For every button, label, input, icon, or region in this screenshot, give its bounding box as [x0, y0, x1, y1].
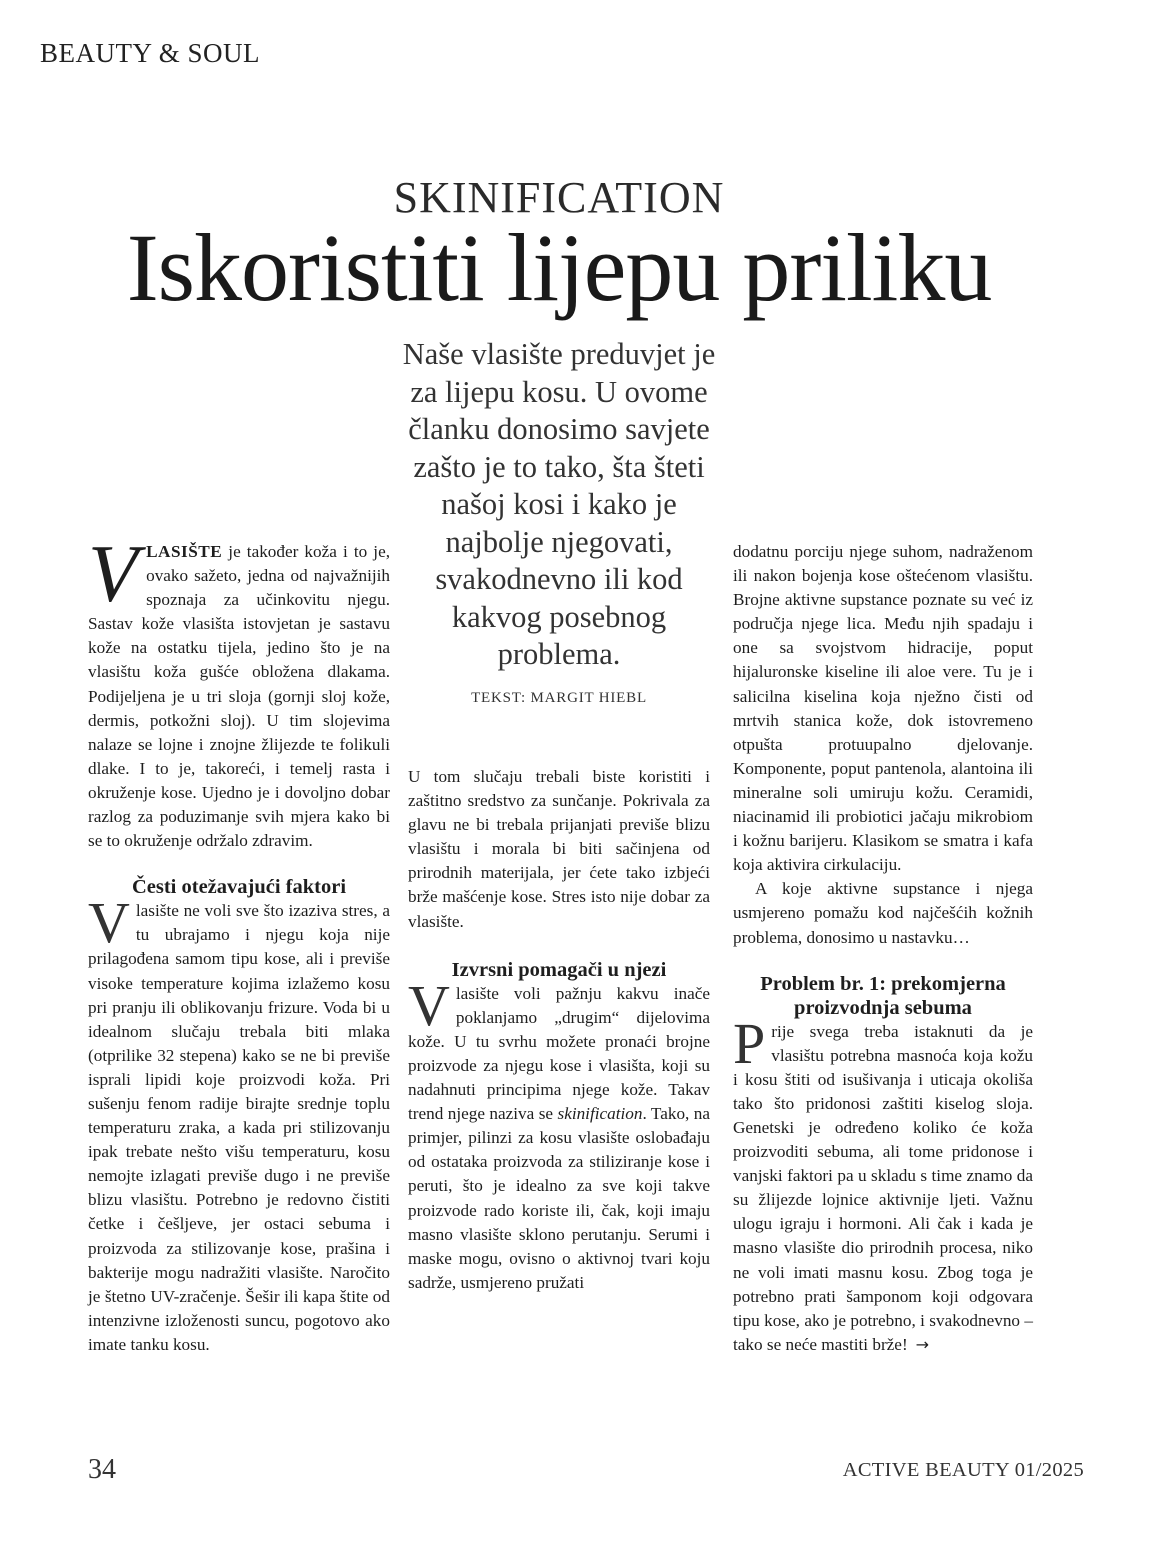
intro-paragraph	[88, 528, 390, 853]
subhead-factors: Česti otežavajući faktori	[131, 876, 347, 899]
article-byline: TEKST: MARGIT HIEBL	[471, 690, 647, 706]
care-paragraph: dodatnu porciju njege suhom, nadraženom ili nakon bojenja kose oštećenom vlasištu. Brojne aktivne supstance poznate su već iz područja njege lica. Među njih spadaju i one sa svojstvom hidracije, poput hijaluronske kiseline ili aloe vere. Tu je i salicilna kiselina koja nježno čisti od mrtvih stanica kože, dok istovremeno otpušta protuupalno djelovanje. Komponente, poput pantenola, alantoina ili mineralne soli umiruju kožu. Ceramidi, niacinamid ili probiotici jačaju mikrobiom i kožnu barijeru. Klasikom se smatra i kafa koja aktivira cirkulaciju.	[733, 542, 1033, 875]
sebum-paragraph	[733, 1010, 1033, 1357]
subhead-helpers: Izvrsni pomagači u njezi	[451, 958, 667, 981]
subhead-problem-1	[733, 972, 1033, 1020]
sun-paragraph: U tom slučaju trebali biste koristiti i zaštitno sredstvo za sunčanje. Pokrivala za glavu ne bi trebala prijanjati previše blizu vlasištu i morala bi biti sačinjena od prirodnih materijala, jer ćete tako izbjeći brže mašćenje kose. Stres isto nije dobar za vlasište.	[408, 767, 710, 931]
factors-paragraph	[88, 890, 390, 1357]
article-title: Iskoristiti lijepu priliku	[126, 214, 992, 321]
skinification-term: skinification	[557, 1104, 643, 1124]
helpers-paragraph	[408, 972, 710, 1295]
sebum-text: rije svega treba istaknuti da je vlasištu potrebna masnoća koja kožu i kosu štiti od isušivanja i uticaja okoliša tako što pridonosi zaštiti kiselog sloja. Genetski je određeno koliko će koža proizvoditi sebuma, ali tome pridonose i vanjski faktori pa u skladu s time znamo da su žlijezde lojnice aktivnije ljeti. Važnu ulogu igraju i hormoni. Ali čak i kada je masno vlasište dio prirodnih procesa, niko ne voli imati masnu kosu. Zbog toga je potrebno prati šamponom koji odgovara tipu kose, ako je potrebno, i svakodnevno – tako se neće mastiti brže!	[733, 1021, 1033, 1354]
helpers-text-a: lasište voli pažnju kakvu inače poklanjamo „drugim“ dijelovima kože. U tu svrhu možete pronaći brojne proizvode za njegu kose i vlasišta, koji su nadahnuti principima njege kože. Takav trend njege naziva se	[408, 983, 710, 1124]
drop-cap: V	[408, 972, 450, 1038]
intro-text: je također koža i to je, ovako sažeto, jedna od najvažnijih spoznaja za učinkovitu njegu. Sastav kože vlasišta istovjetan je sastavu kože na ostatku tijela, jedino što je na vlasištu koža gušće obložena dlakama. Podijeljena je u tri sloja (gornji sloj kože, dermis, potkožni sloj). U tim slojevima nalaze se lojne i znojne žlijezde te folikuli dlake. I to je, takoreći, i temelj rasta i okruženje kose. Ujedno je i dovoljno dobar razlog za poduzimanje svih mjera kako bi se to okruženje održalo zdravim.	[88, 542, 390, 851]
section-label: BEAUTY & SOUL	[40, 38, 260, 68]
article-kicker: SKINIFICATION	[393, 173, 725, 222]
subhead-line-1: Problem br. 1: prekomjerna	[760, 972, 1006, 995]
page-number: 34	[88, 1454, 116, 1485]
subhead-line-2: proizvodnja sebuma	[794, 996, 972, 1019]
helpers-text-b: . Tako, na primjer, pilinzi za kosu vlasište oslobađaju od ostataka proizvoda za stiliziranje kose i peruti, što je idealno za sve koji takve proizvode rado koriste ili, čak, koji imaju masno vlasište sklono perutanju. Serumi i maske mogu, ovisno o aktivnoj tvari koju sadrže, usmjereno pružati	[408, 1104, 710, 1292]
column-3	[733, 540, 1033, 1357]
drop-cap: V	[88, 528, 139, 619]
drop-cap: P	[733, 1010, 766, 1076]
magazine-issue: ACTIVE BEAUTY 01/2025	[842, 1459, 1084, 1481]
article-lead: Naše vlasište preduvjet je za lijepu kosu. U ovome članku donosimo savjete zašto je to tako, šta šteti našoj kosi i kako je najbolje njegovati, svakodnevno ili kod kakvog posebnog problema.	[402, 337, 716, 671]
column-2	[408, 765, 710, 1295]
drop-cap: V	[88, 890, 130, 956]
intro-lead-word: LASIŠTE	[146, 542, 223, 561]
column-1	[88, 528, 390, 1357]
intro-problems-paragraph: A koje aktivne supstance i njega usmjereno pomažu kod najčešćih kožnih problema, donosimo u nastavku…	[733, 879, 1033, 947]
arrow-right-icon: →	[915, 1334, 930, 1354]
factors-text: lasište ne voli sve što izaziva stres, a tu ubrajamo i njegu koja nije prilagođena samom tipu kose, ali i previše visoke temperature kojima izlažemo kosu pri pranju ili oblikovanju frizure. Voda bi u idealnom slučaju trebala biti mlaka (otprilike 32 stepena) kako se ne bi previše isprali lipidi koje proizvodi koža. Pri sušenju fenom radije birajte srednje toplu temperaturu zraka, a kada pri stilizovanju ipak trebate nešto višu temperaturu, kosu nemojte izlagati previše dugo i ne previše blizu vlasištu. Potrebno je redovno čistiti četke i češljeve, jer ostaci sebuma i proizvoda za stilizovanje kose, prašina i bakterije mogu nadražiti vlasište. Naročito je štetno UV-zračenje. Šešir ili kapa štite od intenzivne izloženosti suncu, pogotovo ako imate tanku kosu.	[88, 901, 390, 1354]
